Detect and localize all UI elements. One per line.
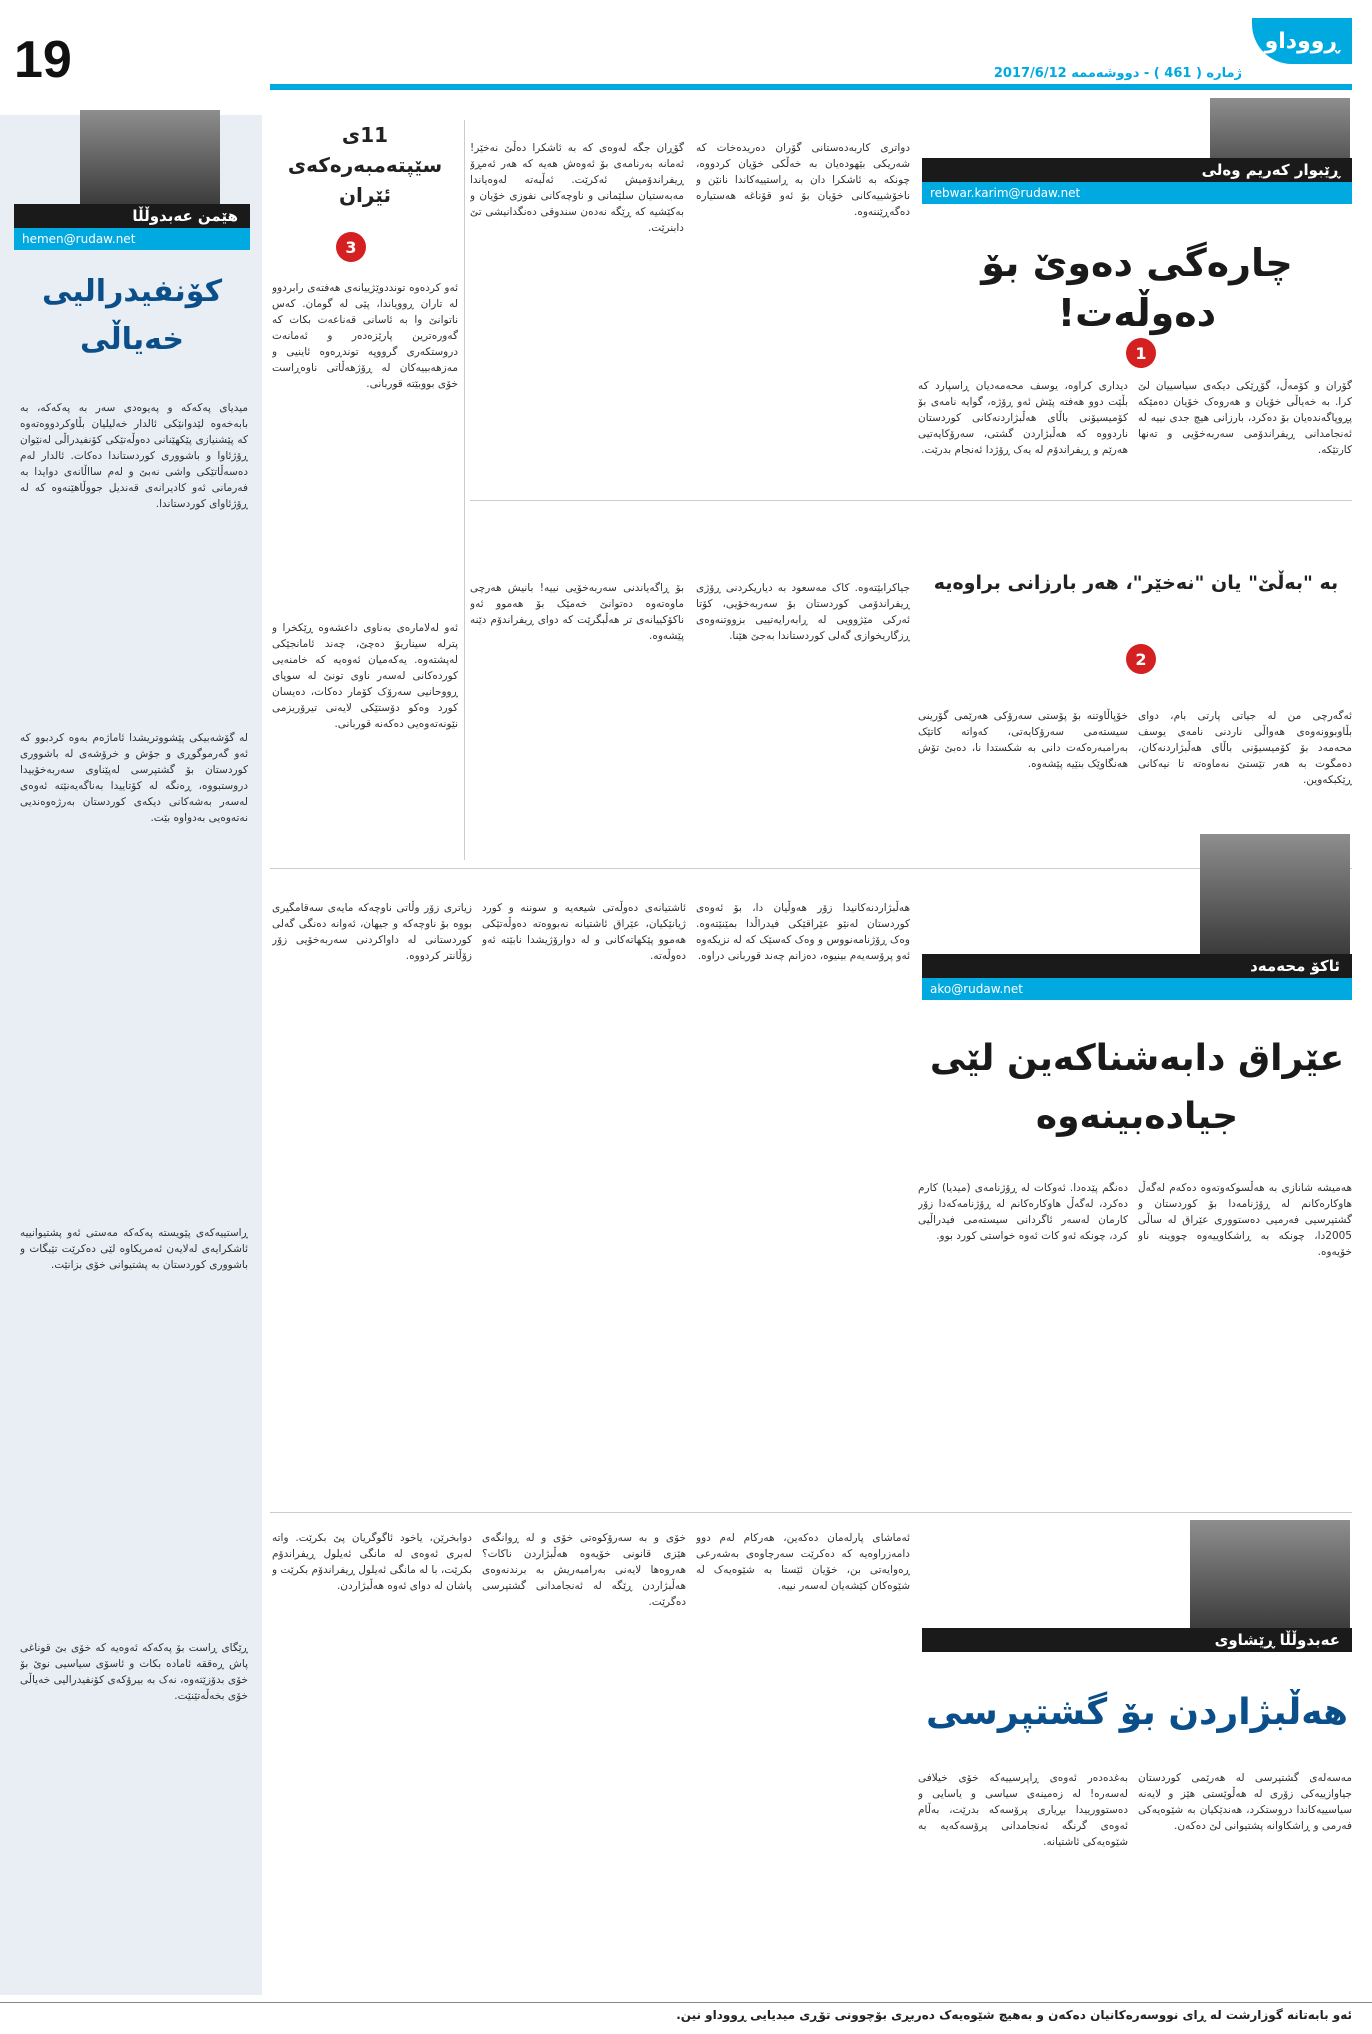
sidebar-text-block: [20, 1640, 248, 1990]
article2-column: جیاکرابێتەوە. کاک مەسعود بە دیاریکردنی ڕۆژی ڕیفراندۆمی کوردستان بۆ سەربەخۆیی، کۆتا ئەرکی مێژوویی لە ڕابەرایەتییی بزووتنەوەی ڕزگاریخوازی گەلی کوردستاندا بەجێ هێنا.: [696, 582, 910, 642]
article1-headline: چارەگی دەوێ بۆ دەوڵەت!: [981, 241, 1293, 335]
article5-column: دوابخرێن، یاخود ئاگوگریان پێ بکرێت. واتە لەبری ئەوەی لە مانگی ئەیلول ڕیفراندۆم بکرێت، با لە مانگی ئەیلول ڕیفراندۆم بکرێت و پاشان لە دوای ئەوە هەڵبژاردن.: [272, 1532, 472, 1592]
article3-headline: 11ی سێپتەمبەرەکەی ئێران: [287, 123, 443, 207]
article4-column: زیاتری زۆر وڵاتی ناوچەکە مایەی سەقامگیری بووە بۆ ناوچەکە و جیهان، ئەوانە دەنگی گەلی کوردستانی لە داواکردنی سەربەخۆیی زۆر زۆڵانتر کردووە.: [272, 902, 472, 962]
article5-column: ئەماشای پارلەمان دەکەین، هەرکام لەم دوو دامەزراوەیە کە دەکرێت سەرچاوەی بەشەرعی ڕەوایەتی بن، خۆیان ئێستا بە شێوەیەک لە شێوەکان کێشەیان لەسەر نییە.: [696, 1532, 910, 1592]
sidebar-text-block: [20, 730, 248, 1190]
article4-column: هەمیشە شانازی بە هەڵسوکەوتەوە دەکەم لەگەڵ هاوکارەکانم لە ڕۆژنامەدا بۆ کوردستان و گشتپرسیی فەرمیی دەستووری عێراق لە ساڵی 2005دا، چونکە بە ڕاشکاوییەوە چووینە ناو خۆیەوە.: [1138, 1182, 1352, 1258]
sidebar-text-block: [20, 1225, 248, 1605]
column-divider: [464, 120, 465, 860]
sidebar-text-block: [20, 400, 248, 700]
article3-column: ئەو لەلامارەی بەناوی داعشەوە ڕێکخرا و پترلە سیناریۆ دەچێ، چەند ئامانجێکی لەپشتەوە. یەکەمیان ئەوەیە کە خامنەیی کوردەکانی لەسەر ناوی تونێ لە سوپای ڕووحانیی سەرۆک کۆمار دەکات، دەیسان کورد وەکو دۆستێکی لایەنی تیرۆریزمی نێونەتەوەیی دەکەنە قوربانی.: [272, 622, 458, 730]
article1-author-name: ڕێبوار کەریم وەلی: [922, 158, 1352, 182]
section-divider: [270, 1512, 1352, 1513]
section-divider: [470, 500, 1352, 501]
article1-author-email[interactable]: rebwar.karim@rudaw.net: [922, 182, 1352, 204]
sidebar-headline: کۆنفیدرالیی خەیاڵی: [41, 274, 223, 357]
article4-author-email[interactable]: ako@rudaw.net: [922, 978, 1352, 1000]
sidebar-paragraph: ڕێگای ڕاست بۆ پەکەکە ئەوەیە کە خۆی بێ قوناغی پاش ڕەققە ئامادە بکات و ئاسۆی سیاسیی نوێ بۆ خۆی بدۆزێتەوە، نەک بە بیرۆکەی کۆنفیدرالیی خەیاڵی خۆی بخەڵەتێنێت.: [20, 1642, 248, 1702]
issue-line: ژمارە ( 461 ) - دووشەممە 2017/6/12: [993, 66, 1242, 81]
article2-headline: بە "بەڵێ" یان "نەخێر"، هەر بارزانی براوەیە: [933, 572, 1339, 594]
article3-column: ئەو کردەوە تونددوێژییانەی هەفتەی رابردوو لە تاران ڕوویاندا، پێی لە گومان. کەس ناتوانێ وا بە ئاسانی قەناعەت بکات کە گەورەترین پارێزەدەر و ئەمانەت دروستکەری گرووپە توندڕەوە ئاینیی و مەزهەبییەکان لە ڕۆژهەڵاتی ناوەڕاست خۆی بووبێتە قوربانی.: [272, 282, 458, 390]
article5-author-photo: [1190, 1520, 1350, 1630]
article1-number-badge: 1: [1126, 338, 1156, 368]
rudaw-logo: ڕووداو: [1252, 18, 1352, 64]
section-divider: [270, 868, 1352, 869]
article1-column: دیداری کراوە، یوسف محەمەدیان ڕاسپارد کە بڵێت دوو هەفتە پێش ئەو ڕۆژە، گوایە نامەی بۆ کۆمیسیۆنی باڵای هەڵبژاردنەکانی کوردستان ناردووە کە هەڵبژاردن گشتی، سەرۆکایەتیی هەرێم و ڕیفراندۆم لە یەک ڕۆژدا ئەنجام بدرێت.: [918, 380, 1128, 456]
footer-disclaimer: ئەو بابەتانە گوزارشت لە ڕای نووسەرەکانیان دەکەن و بەهیچ شێوەیەک دەربڕی بۆچوونی تۆڕی میدیایی ڕووداو نین.: [676, 2008, 1352, 2022]
article4-column: هەڵبژاردنەکانیدا زۆر هەوڵیان دا، بۆ ئەوەی کوردستان لەنێو عێراقێکی فیدراڵدا بمێنێتەوە. وەک ڕۆژنامەنووس و وەک کەسێک کە لە نزیکەوە ئەو پرۆسەیەم بینیوە، دەزانم چەند قوربانی دراوە.: [696, 902, 910, 962]
article4-headline: عێراق دابەشناکەین لێی جیادەبینەوە: [929, 1038, 1345, 1137]
article2-column: ئەگەرچی من لە جیاتی پارتی بام، دوای بڵاوبوونەوەی هەواڵی ناردنی نامەی یوسف محەمەد بۆ کۆمیسیۆنی باڵای هەڵبژاردنەکان، دەمگوت بە هەر تێستێ نەماوەتە تا نیەکانی ڕێکبکەوین.: [1138, 710, 1352, 786]
article4-column: دەنگم پێدەدا. ئەوکات لە ڕۆژنامەی (میدیا) کارم دەکرد، لەگەڵ هاوکارەکانم لە ڕۆژنامەکەدا زۆر کارمان لەسەر ئاگردانی سیستەمی فیدراڵیی کرد، چونکە ئەو کات ئەوە خواستی کورد بوو.: [918, 1182, 1128, 1242]
sidebar-paragraph: ڕاستییەکەی پێویستە پەکەکە مەستی ئەو پشتیوانییە ئاشکرایەی لەلایەن ئەمریکاوە لێی دەکرێت تێبگات و باشووری کوردستان بە پشتیوانی خۆی بزانێت.: [20, 1227, 248, 1271]
article3-number-badge: 3: [336, 232, 366, 262]
article4-column: ئاشتیانەی دەوڵەتی شیعەیە و سوننە و کورد ژیانێکیان، عێراق ئاشتیانە نەبووەتە دەوڵەتێکی هەموو پێکهاتەکانی و لە دوارۆژیشدا نابێتە ئەو دەوڵەتە.: [482, 902, 686, 962]
sidebar-author-photo: [80, 110, 220, 205]
sidebar-paragraph: لە گۆشەبیکی پێشووتریشدا ئاماژەم بەوە کردبوو کە ئەو گەرموگوڕی و جۆش و خرۆشەی لە باشووری کوردستان بۆ گشتپرسی لەپێناوی سەربەخۆییدا دروستبووە، ڕەنگە لە کۆتاییدا بەناگەیەنێتە ئەوەی لەسەر بەشەکانی دیکەی کوردستان بەرژەوەندیی نەتەوەیی بەدواوە بێت.: [20, 732, 248, 824]
sidebar-author-email[interactable]: hemen@rudaw.net: [14, 228, 250, 250]
article5-headline: هەڵبژاردن بۆ گشتپرسی: [926, 1692, 1348, 1733]
article5-author-name: عەبدوڵڵا ڕێشاوی: [922, 1628, 1352, 1652]
article2-column: بۆ ڕاگەیاندنی سەربەخۆیی نییە! بانیش هەرچی ماوەتەوە دەتوانێ خەمێک بۆ هەموو ئەو ناکۆکییانەی تر هەڵبگرێت کە دوای ڕیفراندۆم دێنە پێشەوە.: [470, 582, 684, 642]
header-divider: [270, 84, 1352, 90]
article1-column: گۆران و کۆمەڵ، گۆڕێکی دیکەی سیاسییان لێ کرا. بە خەیاڵی خۆیان و هەروەک خۆیان دەمێکە پڕوپاگەندەیان بۆ دەکرد، بارزانی هیچ جدی نییە لە ئەنجامدانی ڕیفراندۆمی سەربەخۆیی و تەنها کارتێکە.: [1138, 380, 1352, 456]
article1-column: گۆڕان جگە لەوەی کە بە ئاشکرا دەڵێ نەخێر! ئەمانە بەرنامەی بۆ ئەوەش هەیە کە هەر ئەمڕۆ ڕیفراندۆمیش ئەکرێت. ئەڵبەتە لەوەیاندا مەبەستیان سلێمانی و ناوچەکانی نفوزی خۆیان و بەکێشیە کە ڕێگە نەدەن سندوقی دەنگدانیشی تێ دابنرێت.: [470, 142, 684, 234]
article5-column: خۆی و بە سەرۆکوەتی خۆی و لە ڕوانگەی هێزی قانونی خۆیەوە هەڵبژاردن ناکات؟ هەروەها لایەنی بەرامبەریش بە برندنەوەی هەڵبژاردن ڕێگە لە ئەنجامدانی گشتپرسی دەگرێت.: [482, 1532, 686, 1608]
article5-column: مەسەلەی گشتپرسی لە هەرێمی کوردستان جیاوازییەکی زۆری لە هەڵوێستی هێز و لایەنە سیاسییەکاندا دروستکرد، هەندێکیان بە شێوەیەکی فەرمی و ڕاشکاوانە پشتیوانی لێ دەکەن.: [1138, 1772, 1352, 1832]
page-number: 19: [14, 31, 72, 89]
article2-column: خۆپاڵاوتنە بۆ پۆستی سەرۆکی هەرێمی گۆرینی سیستەمی سەرۆکایەتی، کەواتە کاتێک بەرامبەرەکەت دانی بە شکستدا نا، دەبێ تۆش هەنگاوێک بنێیە پێشەوە.: [918, 710, 1128, 770]
page-header: [0, 0, 1372, 110]
sidebar-author-name: هێمن عەبدوڵڵا: [14, 204, 250, 228]
article1-column: دواتری کاربەدەستانی گۆران دەریدەخات کە شەریکی بێهودەیان بە خەڵکی خۆیان کردووە، چونکە بە ئاشکرا دان بە ڕاستییەکاندا نانێن و ناخۆشییەکانی خۆیان بۆ ئەو قۆناغە هەستیارە دەگەڕێننەوە.: [696, 142, 910, 218]
article5-column: بەغدەدەر ئەوەی ڕاپرسییەکە خۆی خیلافی لەسەرە! لە زەمینەی سیاسی و یاسایی و دەستوورییدا بڕیاری پرۆسەکە بدرێت، بەڵام ئەوەی گرنگە ئەنجامدانی پرۆسەکەیە بە شێوەیەکی ئاشتیانە.: [918, 1772, 1128, 1848]
sidebar-paragraph: میدیای پەکەکە و پەیوەدی سەر بە پەکەکە، بە بابەخەوە لێدوانێکی ئالدار خەلیلیان بڵاوکردووەتەوە کە پێشنیازی پێکهێنانی دەوڵەتێکی کۆنفیدراڵی لەنێوان ڕۆژئاوا و باشووری کوردستاندا دەکات. ئالدار لەم دەسەڵاتێکی واشی نەبێ و لەم سااڵانەی دوایدا بە فەرمانی ئەو کادیرانەی قەندیل جووڵاهێنەوە کە لە ڕۆژئاوای کوردستاندا.: [20, 402, 248, 510]
article4-author-name: ئاکۆ محەمەد: [922, 954, 1352, 978]
footer-divider: [0, 2002, 1372, 2003]
article4-author-photo: [1200, 834, 1350, 954]
article2-number-badge: 2: [1126, 644, 1156, 674]
